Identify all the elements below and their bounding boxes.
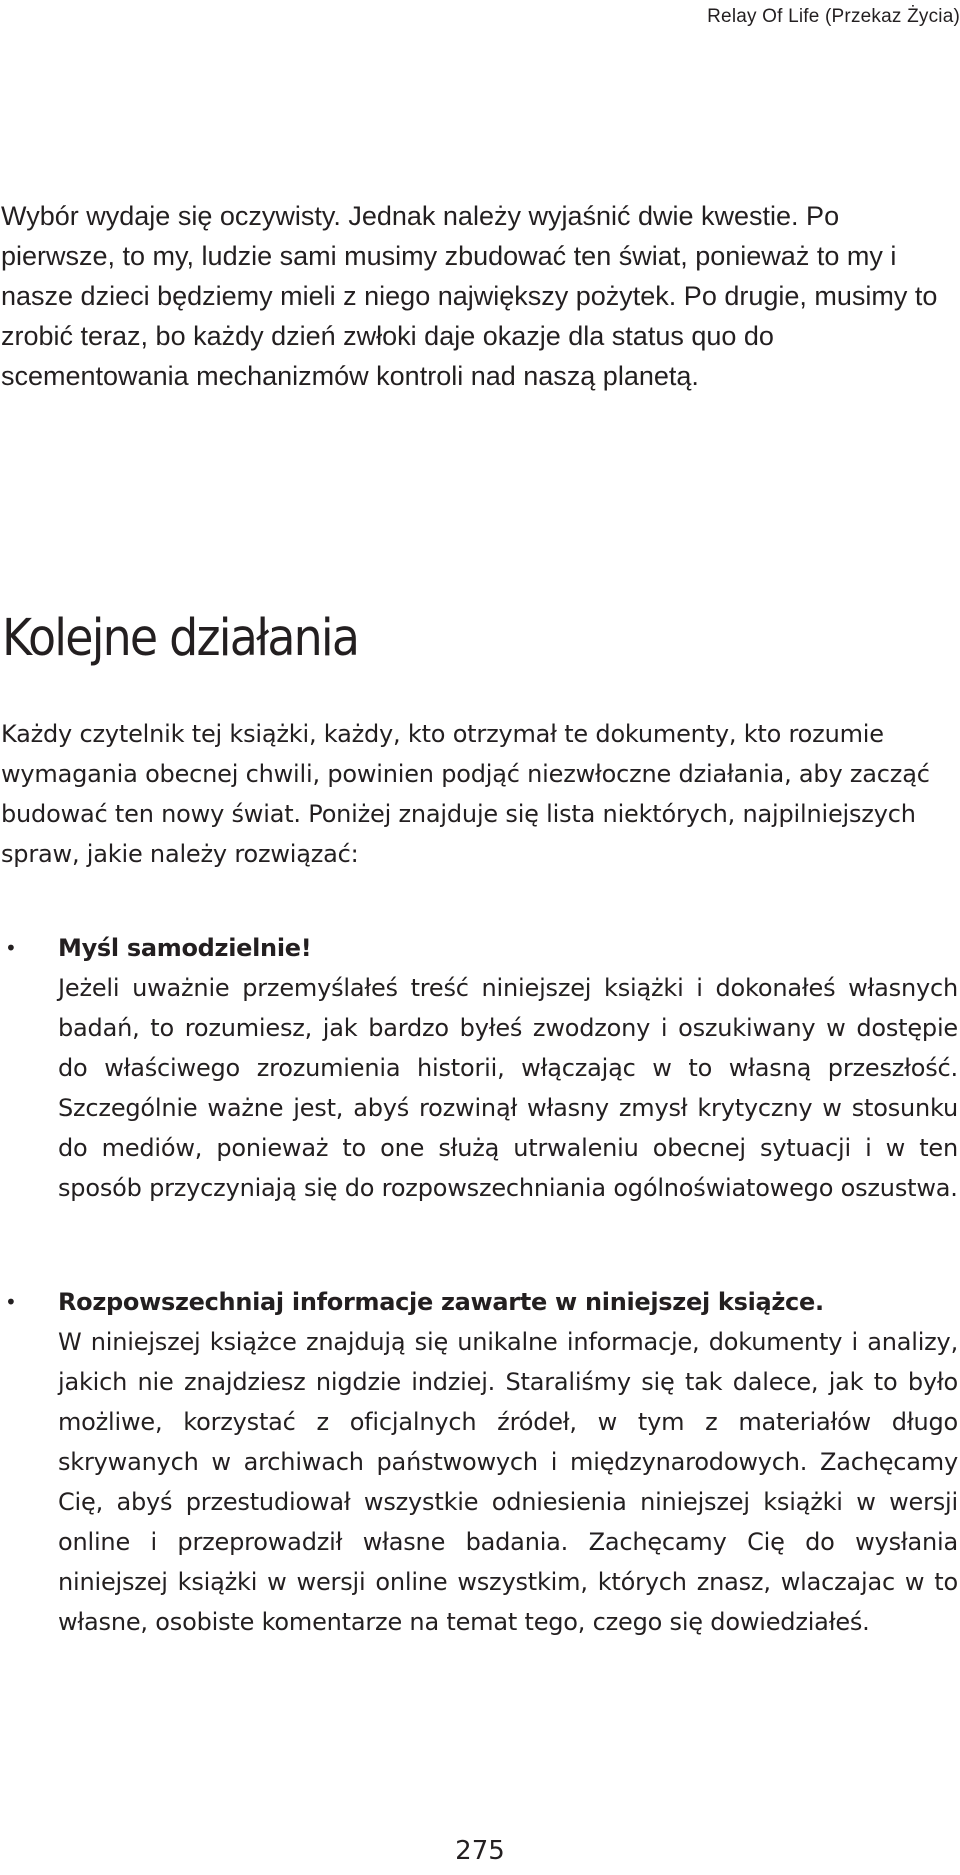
running-header: Relay Of Life (Przekaz Życia) xyxy=(707,6,960,27)
list-item-title: Rozpowszechniaj informacje zawarte w niniejszej książce. xyxy=(58,1288,824,1316)
section-lead-paragraph: Każdy czytelnik tej książki, każdy, kto otrzymał te dokumenty, kto rozumie wymagania obecnej chwili, powinien podjąć niezwłoczne działania, aby zacząć budować ten nowy świat. Poniżej znajduje się lista niektórych, najpilniejszych spraw, jakie należy rozwiązać: xyxy=(1,720,930,868)
page-number: 275 xyxy=(455,1836,505,1866)
list-item-title: Myśl samodzielnie! xyxy=(58,934,312,962)
bullet-icon: • xyxy=(5,1290,17,1314)
list-item-body: W niniejszej książce znajdują się unikalne informacje, dokumenty i analizy, jakich nie znajdziesz nigdzie indziej. Staraliśmy się tak dalece, jak to było możliwe, korzystać z oficjalnych źródeł, w tym z materiałów długo skrywanych w archiwach państwowych i międzynarodowych. Zachęcamy Cię, abyś przestudiował wszystkie odniesienia niniejszej książki w wersji online i przeprowadził własne badania. Zachęcamy Cię do wysłania niniejszej książki w wersji online wszystkim, których znasz, wlaczajac w to własne, osobiste komentarze na temat tego, czego się dowiedziałeś. xyxy=(58,1328,958,1636)
bullet-icon: • xyxy=(5,936,17,960)
list-item-body: Jeżeli uważnie przemyślałeś treść niniejszej książki i dokonałeś własnych badań, to rozumiesz, jak bardzo byłeś zwodzony i oszukiwany w dostępie do właściwego zrozumienia historii, włączając w to własną przeszłość. Szczególnie ważne jest, abyś rozwinął własny zmysł krytyczny w stosunku do mediów, ponieważ to one służą utrwaleniu obecnej sytuacji i w ten sposób przyczyniają się do rozpowszechniania ogólnoświatowego oszustwa. xyxy=(58,974,958,1202)
intro-paragraph: Wybór wydaje się oczywisty. Jednak należy wyjaśnić dwie kwestie. Po pierwsze, to my, ludzie sami musimy zbudować ten świat, ponieważ to my i nasze dzieci będziemy mieli z niego największy pożytek. Po drugie, musimy to zrobić teraz, bo każdy dzień zwłoki daje okazje dla status quo do scementowania mechanizmów kontroli nad naszą planetą. xyxy=(1,201,938,391)
section-heading: Kolejne działania xyxy=(2,609,359,668)
